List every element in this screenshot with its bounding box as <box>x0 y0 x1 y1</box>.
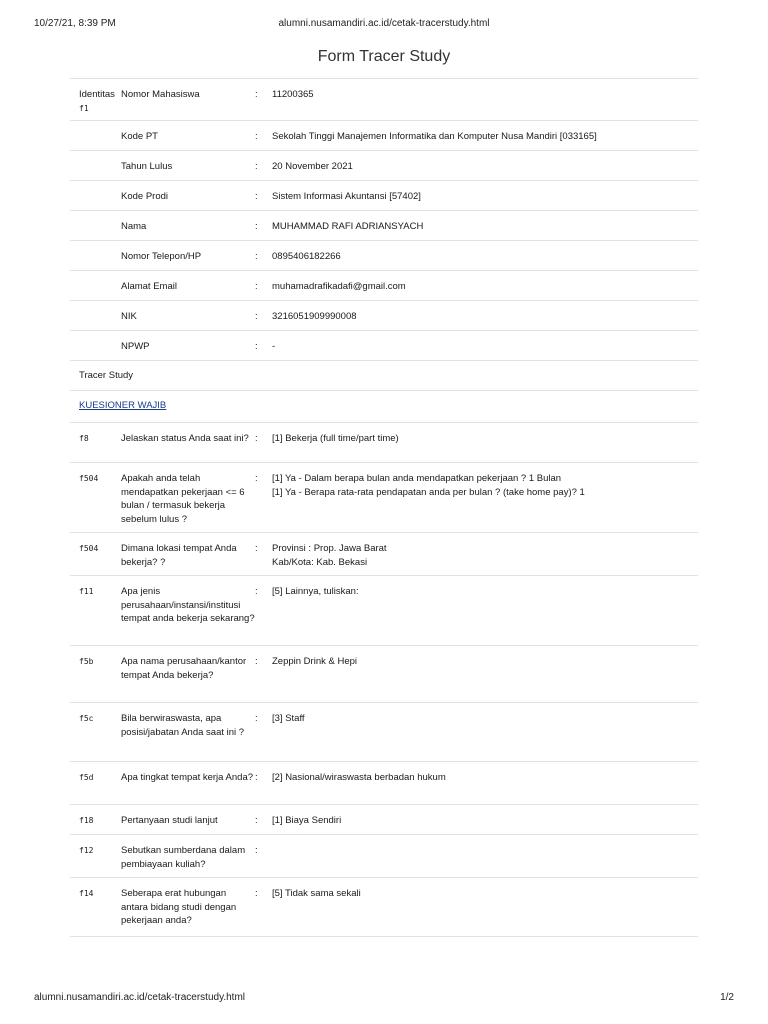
separator: : <box>255 161 258 172</box>
identity-value: Sistem Informasi Akuntansi [57402] <box>272 191 421 202</box>
separator: : <box>255 89 258 100</box>
question-text: Dimana lokasi tempat Anda bekerja? ? <box>121 543 237 568</box>
identity-label: Kode PT <box>121 131 158 142</box>
question-text: Jelaskan status Anda saat ini? <box>121 433 249 444</box>
identity-label: Tahun Lulus <box>121 161 173 172</box>
separator: : <box>255 473 258 484</box>
identity-section-label: Identitas <box>79 89 115 100</box>
separator: : <box>255 311 258 322</box>
separator: : <box>255 888 258 899</box>
answer-line: [5] Tidak sama sekali <box>272 888 361 899</box>
question-code: f5d <box>79 773 94 782</box>
identity-label: NIK <box>121 311 137 322</box>
separator: : <box>255 772 258 783</box>
tracer-section-row <box>70 361 698 391</box>
tracer-table <box>70 78 698 937</box>
identity-value: muhamadrafikadafi@gmail.com <box>272 281 406 292</box>
question-row <box>70 533 698 576</box>
identity-value: MUHAMMAD RAFI ADRIANSYACH <box>272 221 424 232</box>
identity-label: NPWP <box>121 341 150 352</box>
question-row <box>70 646 698 703</box>
question-code: f504 <box>79 474 99 483</box>
separator: : <box>255 543 258 554</box>
answer-line: [5] Lainnya, tuliskan: <box>272 586 359 597</box>
question-code: f504 <box>79 544 99 553</box>
answer-line: [1] Ya - Dalam berapa bulan anda mendapatkan pekerjaan ? 1 Bulan <box>272 473 562 484</box>
identity-value: 11200365 <box>272 89 314 100</box>
separator: : <box>255 281 258 292</box>
separator: : <box>255 713 258 724</box>
question-row <box>70 463 698 533</box>
question-code: f12 <box>79 846 94 855</box>
kuesioner-row <box>70 391 698 423</box>
identity-row <box>70 331 698 361</box>
question-code: f8 <box>79 434 89 443</box>
answer-line: Kab/Kota: Kab. Bekasi <box>272 556 368 568</box>
question-text: Apa nama perusahaan/kantor tempat Anda bekerja? <box>121 656 247 681</box>
question-text: Apa jenis perusahaan/instansi/institusi tempat anda bekerja sekarang? <box>121 586 255 624</box>
identity-row <box>70 241 698 271</box>
print-url-footer: alumni.nusamandiri.ac.id/cetak-tracerstudy.html <box>34 992 246 1003</box>
question-row <box>70 762 698 805</box>
kuesioner-wajib-link[interactable]: KUESIONER WAJIB <box>79 400 167 411</box>
print-url-header: alumni.nusamandiri.ac.id/cetak-tracerstudy.html <box>278 18 490 29</box>
separator: : <box>255 341 258 352</box>
question-code: f11 <box>79 587 94 596</box>
question-code: f5b <box>79 657 94 666</box>
identity-value: - <box>272 341 276 352</box>
identity-value: Sekolah Tinggi Manajemen Informatika dan Komputer Nusa Mandiri [033165] <box>272 131 597 142</box>
question-text: Seberapa erat hubungan antara bidang studi dengan pekerjaan anda? <box>121 888 237 926</box>
identity-row <box>70 301 698 331</box>
question-text: Sebutkan sumberdana dalam pembiayaan kuliah? <box>121 845 246 870</box>
identity-label: Kode Prodi <box>121 191 169 202</box>
answer-line: [1] Bekerja (full time/part time) <box>272 433 399 444</box>
identity-row <box>70 211 698 241</box>
separator: : <box>255 251 258 262</box>
question-row <box>70 805 698 835</box>
answer-line: [1] Biaya Sendiri <box>272 815 342 826</box>
question-row <box>70 423 698 463</box>
identity-label: Nomor Telepon/HP <box>121 251 202 262</box>
separator: : <box>255 815 258 826</box>
identity-label: Alamat Email <box>121 281 177 292</box>
separator: : <box>255 845 258 856</box>
question-code: f18 <box>79 816 94 825</box>
separator: : <box>255 191 258 202</box>
answer-line: [1] Ya - Berapa rata-rata pendapatan anda per bulan ? (take home pay)? 1 <box>272 486 585 498</box>
identity-row <box>70 79 698 121</box>
answer-line: [2] Nasional/wiraswasta berbadan hukum <box>272 772 446 783</box>
page-number: 1/2 <box>720 992 734 1003</box>
question-text: Pertanyaan studi lanjut <box>121 815 218 826</box>
tracer-section-label: Tracer Study <box>79 370 134 381</box>
identity-row <box>70 271 698 301</box>
identity-row <box>70 181 698 211</box>
identity-row <box>70 151 698 181</box>
answer-line: Zeppin Drink & Hepi <box>272 656 358 667</box>
identity-label: Nomor Mahasiswa <box>121 89 200 100</box>
question-text: Apakah anda telah mendapatkan pekerjaan <= 6 bulan / termasuk bekerja sebelum lulus ? <box>121 473 245 525</box>
question-row <box>70 576 698 646</box>
identity-section-code: f1 <box>79 103 89 113</box>
question-code: f14 <box>79 889 94 898</box>
question-row <box>70 878 698 937</box>
identity-value: 0895406182266 <box>272 251 341 262</box>
question-text: Apa tingkat tempat kerja Anda? <box>121 772 254 783</box>
print-datetime: 10/27/21, 8:39 PM <box>34 18 116 29</box>
separator: : <box>255 433 258 444</box>
question-text: Bila berwiraswasta, apa posisi/jabatan Anda saat ini ? <box>121 713 245 738</box>
identity-label: Nama <box>121 221 147 232</box>
question-row <box>70 703 698 762</box>
answer-line: [3] Staff <box>272 713 305 724</box>
page-title: Form Tracer Study <box>317 48 451 65</box>
separator: : <box>255 586 258 597</box>
identity-value: 20 November 2021 <box>272 161 353 172</box>
identity-value: 3216051909990008 <box>272 311 357 322</box>
question-code: f5c <box>79 714 94 723</box>
answer-line: Provinsi : Prop. Jawa Barat <box>272 543 387 554</box>
separator: : <box>255 131 258 142</box>
separator: : <box>255 656 258 667</box>
question-row <box>70 835 698 878</box>
identity-row <box>70 121 698 151</box>
separator: : <box>255 221 258 232</box>
